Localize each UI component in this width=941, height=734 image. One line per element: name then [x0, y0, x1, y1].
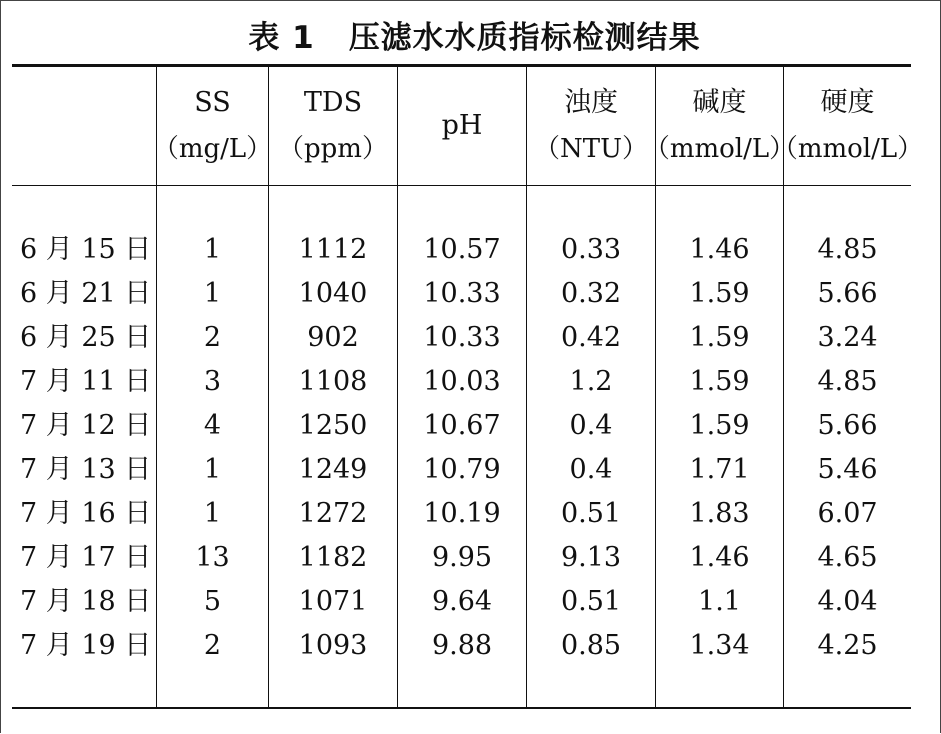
header-name: 硬度: [820, 87, 875, 118]
header-name: pH: [441, 110, 483, 141]
table-title: [0, 12, 941, 57]
value-cell: 902: [307, 322, 359, 353]
value-cell: 0.33: [560, 234, 622, 265]
value-cell: 1: [203, 498, 222, 529]
value-cell: 0.85: [560, 630, 622, 661]
table-row: [12, 536, 911, 580]
value-cell: 3.24: [817, 322, 878, 353]
value-cell: 10.03: [423, 366, 501, 397]
value-cell: 13: [195, 542, 230, 573]
value-cell: 10.57: [423, 234, 501, 265]
value-cell: 1112: [298, 234, 368, 265]
header-cell-tds: [269, 67, 397, 185]
value-cell: 4.85: [817, 366, 878, 397]
table-row: [12, 580, 911, 624]
value-cell: 4.85: [817, 234, 878, 265]
value-cell: 5: [203, 586, 222, 617]
value-cell: 9.64: [431, 586, 493, 617]
value-cell: 2: [203, 630, 222, 661]
value-cell: 10.67: [423, 410, 501, 441]
value-cell: 5.66: [817, 278, 878, 309]
value-cell: 4.04: [817, 586, 878, 617]
value-cell: 1249: [298, 454, 368, 485]
table-row: [12, 624, 911, 668]
value-cell: 1: [203, 234, 222, 265]
header-unit: （mmol/L）: [643, 134, 796, 164]
table-row: [12, 272, 911, 316]
value-cell: 4.65: [817, 542, 878, 573]
value-cell: 1040: [298, 278, 368, 309]
value-cell: 1: [203, 454, 222, 485]
value-cell: 6.07: [817, 498, 878, 529]
value-cell: 1093: [298, 630, 368, 661]
header-cell-hardness: [771, 67, 924, 185]
value-cell: 1.83: [689, 498, 750, 529]
value-cell: 0.32: [560, 278, 622, 309]
value-cell: 0.51: [560, 498, 622, 529]
table-label: 表 1: [248, 20, 315, 56]
header-cell-ss: [152, 67, 273, 185]
header-rule: [12, 185, 911, 186]
header-unit: （mg/L）: [152, 134, 273, 164]
header-cell-alkalinity: [643, 67, 796, 185]
bottom-rule: [12, 707, 911, 709]
header-unit: （ppm）: [278, 134, 388, 164]
value-cell: 9.88: [431, 630, 493, 661]
date-cell: 7 月 13 日: [20, 454, 152, 485]
value-cell: 0.4: [569, 410, 613, 441]
header-unit: （mmol/L）: [771, 134, 924, 164]
value-cell: 1.46: [689, 234, 750, 265]
value-cell: 9.95: [431, 542, 493, 573]
header-name: SS: [194, 87, 231, 118]
value-cell: 9.13: [560, 542, 622, 573]
value-cell: 1071: [298, 586, 368, 617]
date-cell: 6 月 15 日: [20, 234, 152, 265]
table-title-text: 压滤水水质指标检测结果: [348, 20, 701, 56]
value-cell: 1.59: [689, 278, 750, 309]
date-cell: 7 月 11 日: [20, 366, 152, 397]
table-row: [12, 404, 911, 448]
value-cell: 4.25: [817, 630, 878, 661]
value-cell: 4: [203, 410, 222, 441]
value-cell: 1272: [298, 498, 368, 529]
date-cell: 7 月 16 日: [20, 498, 152, 529]
value-cell: 10.79: [423, 454, 501, 485]
value-cell: 1.2: [569, 366, 613, 397]
header-cell-ph: [398, 67, 526, 185]
value-cell: 5.46: [817, 454, 878, 485]
value-cell: 1.1: [698, 586, 741, 617]
value-cell: 1.46: [689, 542, 750, 573]
value-cell: 1250: [298, 410, 368, 441]
date-cell: 7 月 17 日: [20, 542, 152, 573]
date-cell: 7 月 19 日: [20, 630, 152, 661]
value-cell: 1.59: [689, 322, 750, 353]
value-cell: 3: [203, 366, 222, 397]
value-cell: 1182: [298, 542, 368, 573]
date-cell: 6 月 21 日: [20, 278, 152, 309]
date-cell: 7 月 18 日: [20, 586, 152, 617]
header-name: 浊度: [564, 87, 618, 118]
value-cell: 1.59: [689, 366, 750, 397]
header-name: TDS: [303, 87, 363, 118]
value-cell: 10.33: [423, 278, 501, 309]
value-cell: 1.34: [689, 630, 750, 661]
value-cell: 0.51: [560, 586, 622, 617]
table-row: [12, 316, 911, 360]
value-cell: 0.42: [560, 322, 622, 353]
header-name: 碱度: [692, 87, 747, 118]
value-cell: 2: [203, 322, 222, 353]
value-cell: 5.66: [817, 410, 878, 441]
date-cell: 6 月 25 日: [20, 322, 152, 353]
value-cell: 1: [203, 278, 222, 309]
value-cell: 0.4: [569, 454, 613, 485]
header-cell-turbidity: [527, 67, 655, 185]
value-cell: 1.59: [689, 410, 750, 441]
table-row: [12, 448, 911, 492]
value-cell: 1108: [298, 366, 368, 397]
date-cell: 7 月 12 日: [20, 410, 152, 441]
table-row: [12, 228, 911, 272]
table-row: [12, 492, 911, 536]
header-unit: （NTU）: [533, 134, 648, 164]
value-cell: 10.33: [423, 322, 501, 353]
value-cell: 1.71: [689, 454, 750, 485]
value-cell: 10.19: [423, 498, 501, 529]
table-row: [12, 360, 911, 404]
